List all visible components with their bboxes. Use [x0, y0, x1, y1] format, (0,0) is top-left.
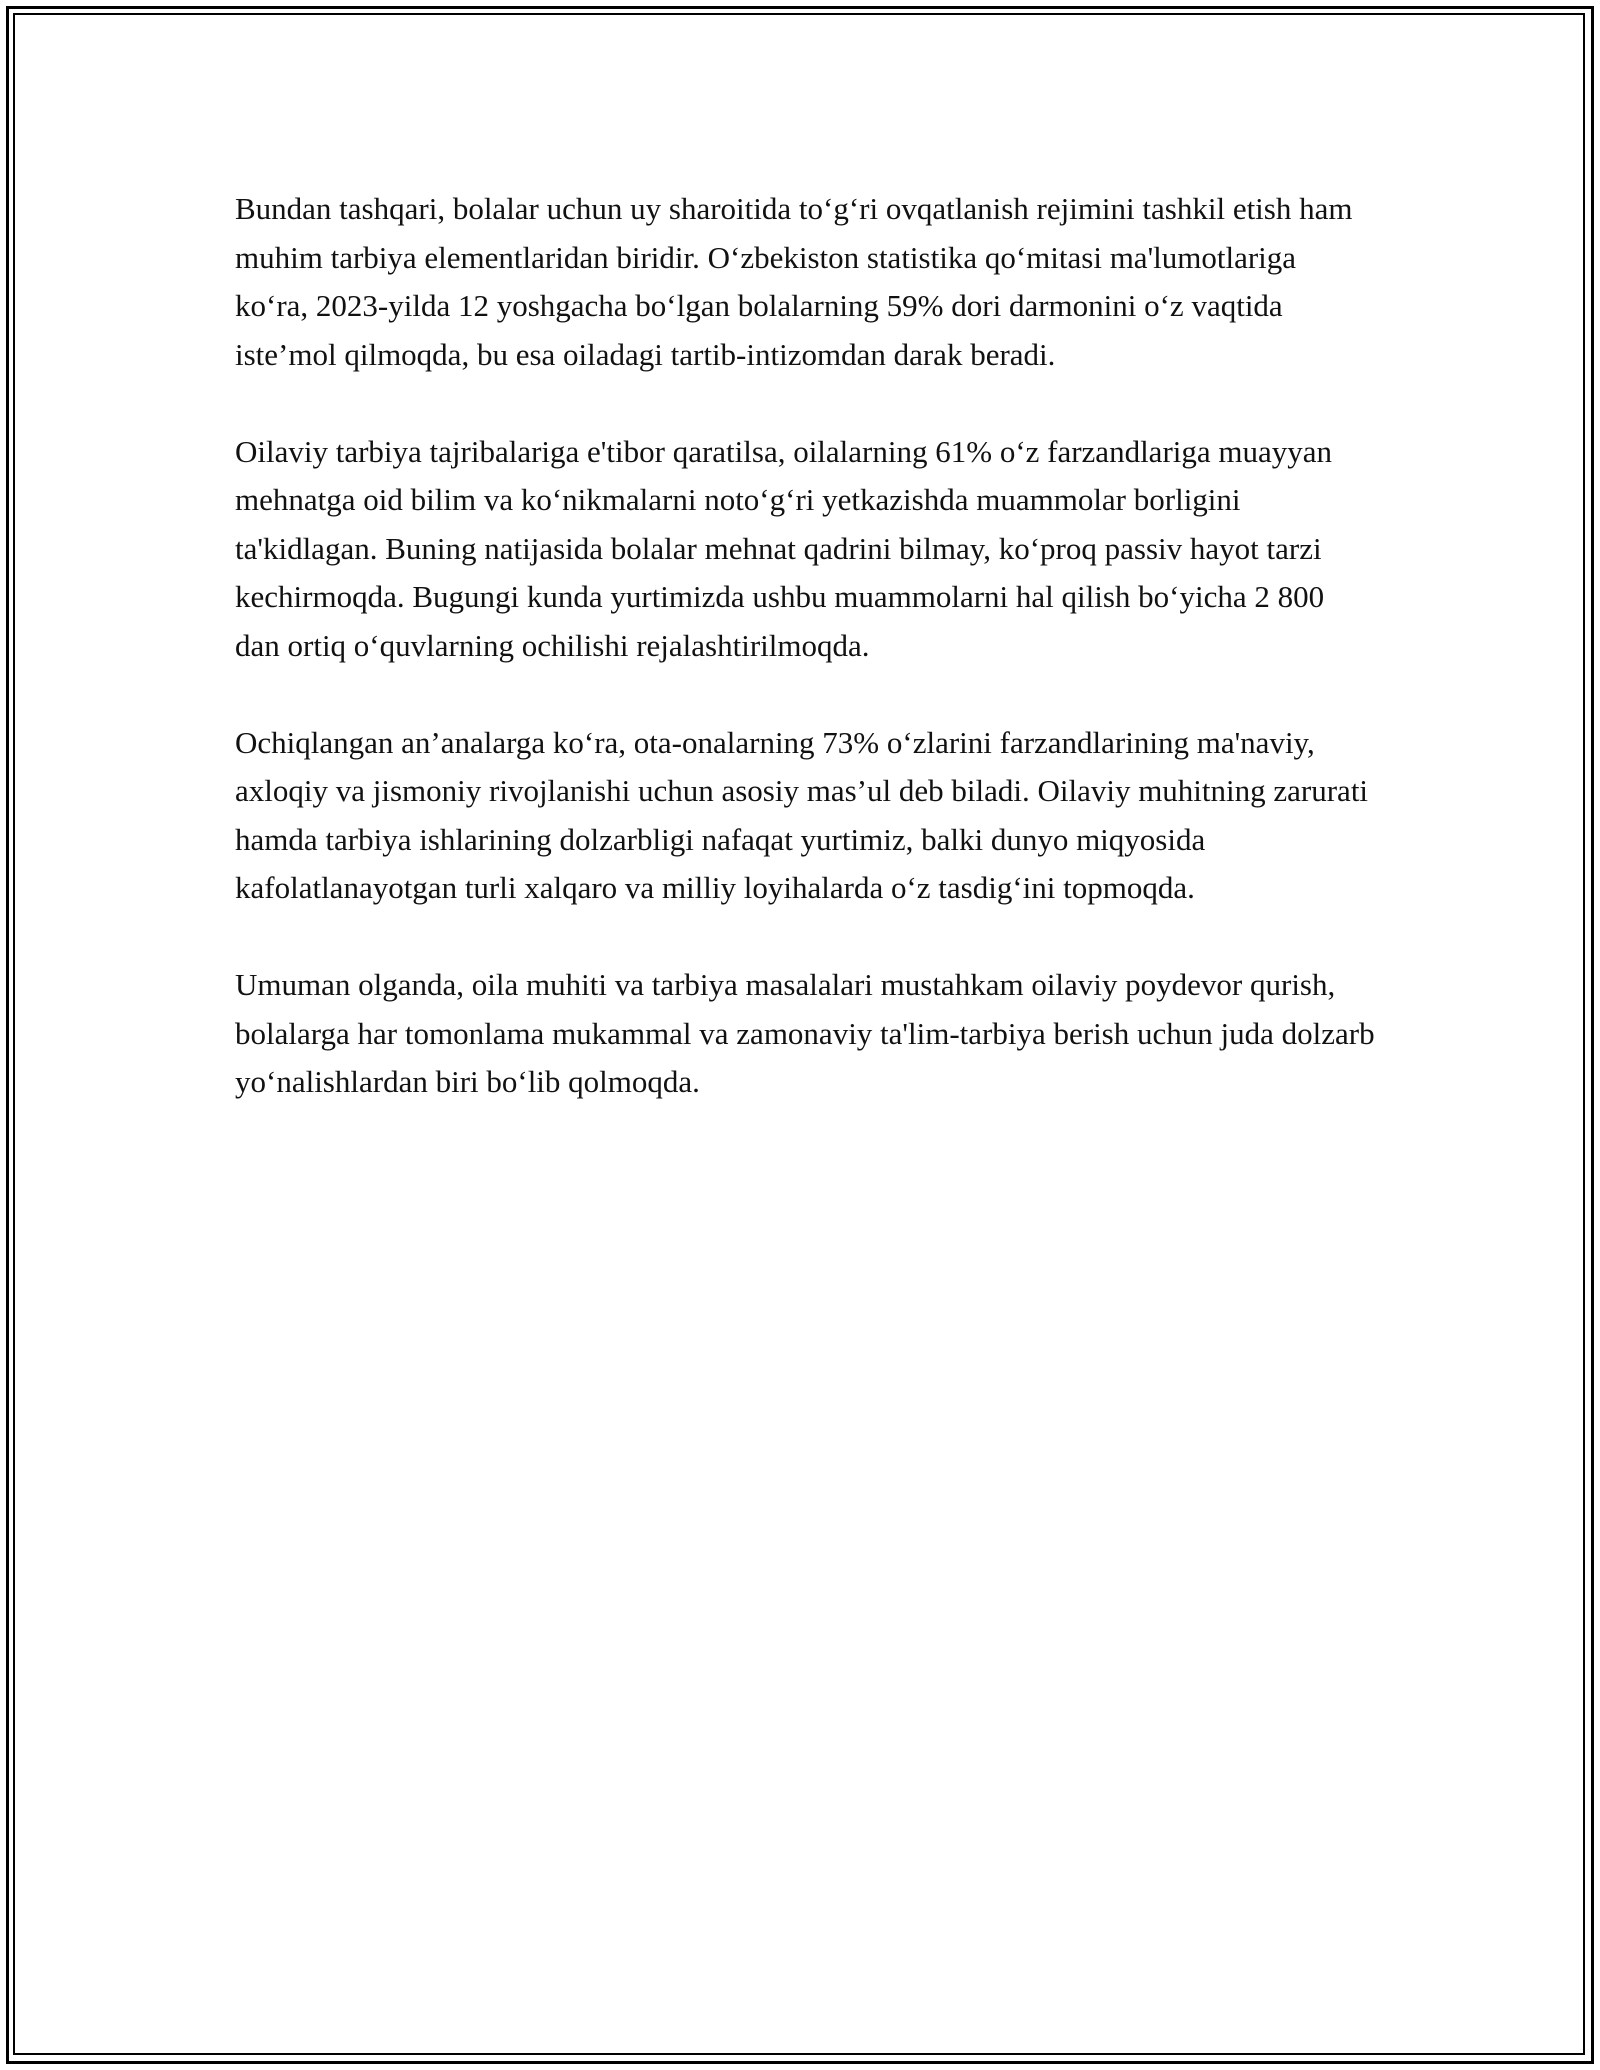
paragraph-3: Ochiqlangan an’analarga ko‘ra, ota-onalarning 73% o‘zlarini farzandlarining ma'naviy, axloqiy va jismoniy rivojlanishi uchun asosiy mas’ul deb biladi. Oilaviy muhitning zarurati hamda tarbiya ishlarining dolzarbligi nafaqat yurtimiz, balki dunyo miqyosida kafolatlanayotgan turli xalqaro va milliy loyihalarda o‘z tasdig‘ini topmoqda. — [235, 724, 1369, 905]
document-body — [235, 185, 1375, 1155]
paragraph-4: Umuman olganda, oila muhiti va tarbiya masalalari mustahkam oilaviy poydevor qurish, bolalarga har tomonlama mukammal va zamonaviy ta'lim-tarbiya berish uchun juda dolzarb yo‘nalishlardan biri bo‘lib qolmoqda. — [235, 967, 1375, 1099]
paragraph-2: Oilaviy tarbiya tajribalariga e'tibor qaratilsa, oilalarning 61% o‘z farzandlariga muayyan mehnatga oid bilim va ko‘nikmalarni noto‘g‘ri yetkazishda muammolar borligini ta'kidlagan. Buning natijasida bolalar mehnat qadrini bilmay, ko‘proq passiv hayot tarzi kechirmoqda. Bugungi kunda yurtimizda ushbu muammolarni hal qilish bo‘yicha 2 800 dan ortiq o‘quvlarning ochilishi rejalashtirilmoqda. — [235, 433, 1333, 663]
paragraph-1: Bundan tashqari, bolalar uchun uy sharoitida to‘g‘ri ovqatlanish rejimini tashkil etish ham muhim tarbiya elementlaridan biridir. O‘zbekiston statistika qo‘mitasi ma'lumotlariga ko‘ra, 2023-yilda 12 yoshgacha bo‘lgan bolalarning 59% dori darmonini o‘z vaqtida iste’mol qilmoqda, bu esa oiladagi tartib-intizomdan darak beradi. — [235, 191, 1353, 372]
